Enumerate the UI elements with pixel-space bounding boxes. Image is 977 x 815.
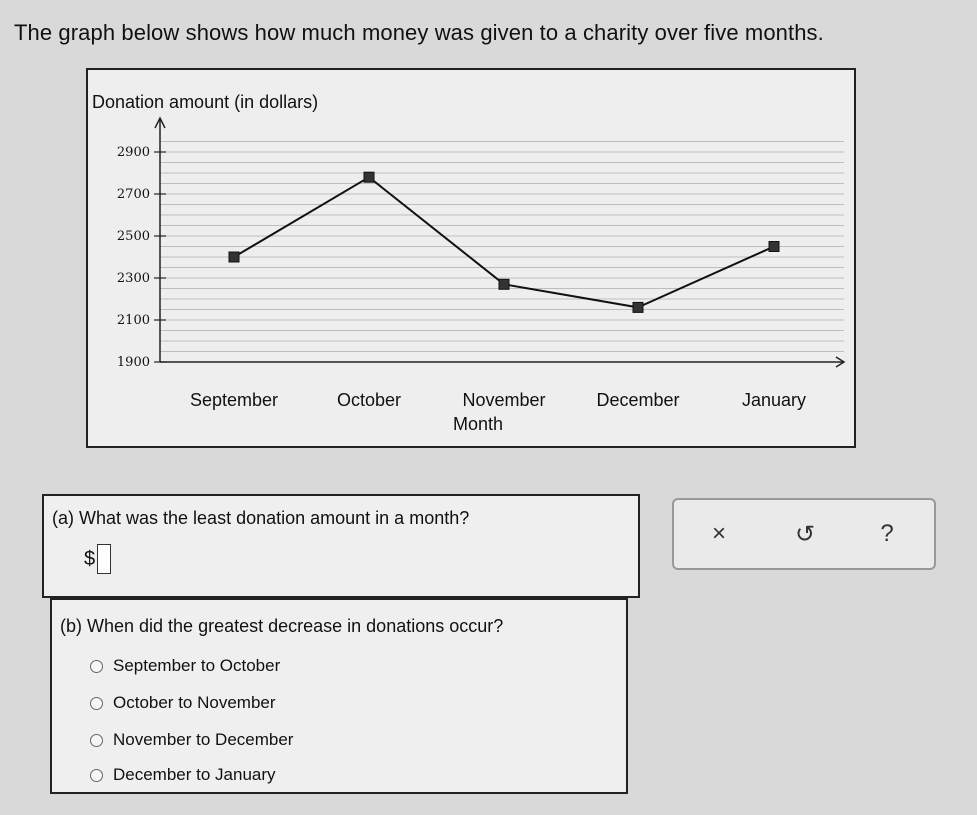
least-donation-input[interactable]: [97, 544, 111, 574]
y-tick-label: 2700: [116, 187, 150, 202]
data-point: [364, 172, 374, 182]
option-label: October to November: [113, 693, 276, 712]
data-point: [229, 252, 239, 262]
data-point: [769, 242, 779, 252]
question-a-text: (a) What was the least donation amount in a month?: [52, 508, 470, 528]
x-tick-label: January: [741, 390, 807, 410]
chart-svg: [88, 70, 854, 446]
line-chart: [86, 68, 856, 448]
option-nov-dec[interactable]: [90, 730, 293, 750]
option-oct-nov[interactable]: [90, 693, 276, 713]
radio-button[interactable]: [90, 769, 103, 782]
y-tick-label: 1900: [116, 355, 150, 370]
radio-button[interactable]: [90, 734, 103, 747]
help-button[interactable]: ?: [880, 520, 894, 547]
option-sep-oct[interactable]: [90, 656, 280, 676]
radio-button[interactable]: [90, 660, 103, 673]
x-tick-label: September: [189, 390, 279, 410]
y-axis-label: Donation amount (in dollars): [92, 92, 319, 112]
y-tick-label: 2100: [116, 313, 150, 328]
question-b-panel: [50, 598, 628, 794]
x-axis-label: Month: [452, 414, 504, 434]
y-tick-label: 2900: [116, 145, 150, 160]
option-label: December to January: [113, 765, 276, 784]
question-a-panel: [42, 494, 640, 598]
data-point: [633, 302, 643, 312]
intro-text: The graph below shows how much money was given to a charity over five months.: [14, 20, 824, 45]
y-tick-label: 2300: [116, 271, 150, 286]
x-tick-label: November: [462, 390, 546, 410]
question-b-text: (b) When did the greatest decrease in donations occur?: [60, 616, 504, 636]
option-dec-jan[interactable]: [90, 765, 276, 785]
x-tick-label: December: [596, 390, 680, 410]
answer-a-row: [84, 544, 111, 574]
option-label: November to December: [113, 730, 294, 749]
radio-button[interactable]: [90, 697, 103, 710]
y-tick-label: 2500: [116, 229, 150, 244]
currency-label: $: [84, 547, 96, 570]
option-label: September to October: [113, 656, 281, 675]
undo-button[interactable]: ↺: [794, 521, 816, 548]
x-tick-label: October: [336, 390, 402, 410]
answer-toolbar: [672, 498, 936, 570]
data-point: [499, 279, 509, 289]
clear-button[interactable]: ×: [711, 520, 726, 547]
